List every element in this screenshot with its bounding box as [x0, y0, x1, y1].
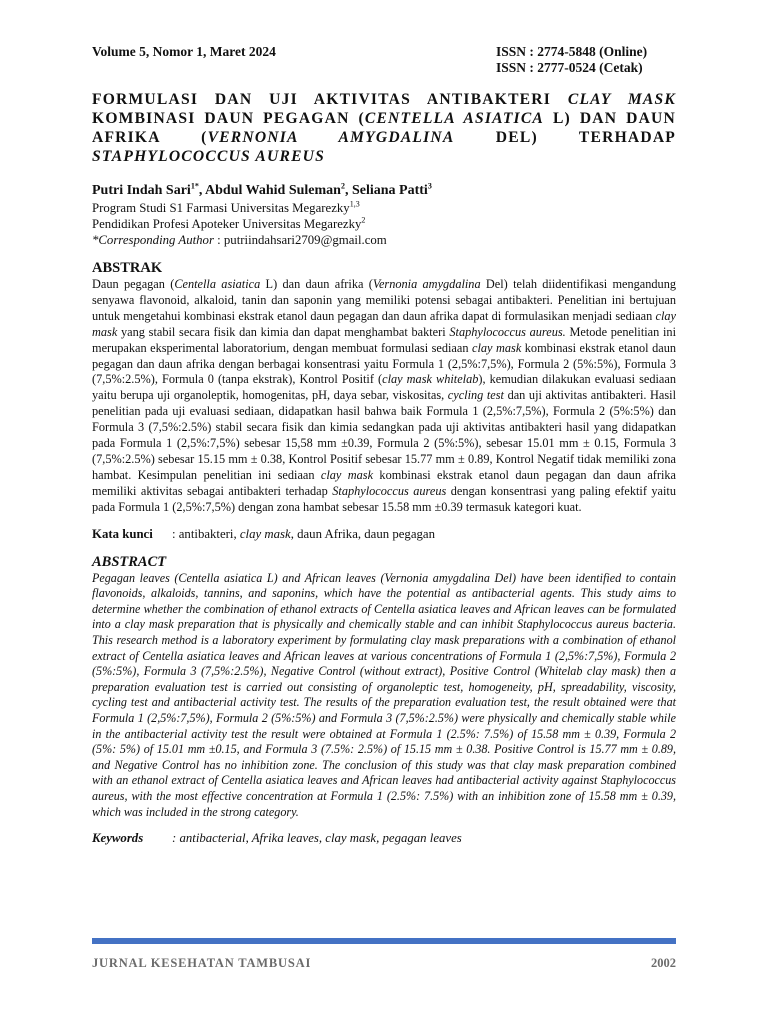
- footer-rule: [92, 938, 676, 944]
- title-part-italic: VERNONIA AMYGDALINA: [207, 129, 455, 146]
- affiliation-text: Pendidikan Profesi Apoteker Universitas Megarezky: [92, 217, 362, 231]
- affiliation-2: [92, 216, 676, 232]
- corresponding-label: *Corresponding Author: [92, 233, 214, 247]
- kata-kunci-text: : antibakteri,: [172, 526, 240, 541]
- author-name: Putri Indah Sari: [92, 183, 191, 198]
- abstrak-italic: Staphylococcus aureus.: [449, 324, 566, 339]
- paper-title: [92, 90, 676, 166]
- journal-name: JURNAL KESEHATAN TAMBUSAI: [92, 956, 312, 970]
- issn-block: [496, 44, 647, 76]
- keywords-label: Keywords: [92, 831, 144, 846]
- abstrak-text: ), kemudian dilakukan evaluasi sediaan yaitu berupa uji organoleptik, homogenitas, pH, daya sebar, viskositas,: [92, 372, 676, 403]
- abstrak-text: L) dan daun afrika (: [260, 277, 373, 291]
- abstrak-text: dan uji aktivitas antibakteri. Hasil penelitian pada uji evaluasi sediaan, didapatkan hasil bahwa baik Formula 1 (2,5%:7,5%), Formula 2 (5%:5%) dan Formula 3 (7,5%:2.5%) stabil secara fisik dan kimia sedangkan pada uji aktivitas antibakteri hasil yang didapatkan pada Formula 1 (2,5%:7,5%) sebesar 15,58 mm ±0.39, Formula 2 (5%:5%), sebesar 15.01 mm ± 0.15, Formula 3 (7,5%:2.5%) sebesar 15.15 mm ± 0.38, Kontrol Positif sebesar 15.77 mm ± 0.89, Kontrol Negatif tidak memiliki zona hambat. Kesimpulan penelitian ini sediaan: [92, 388, 676, 482]
- affiliation-1: [92, 200, 676, 216]
- running-header: [92, 44, 676, 80]
- abstrak-text: kombinasi ekstrak etanol daun pegagan dan daun afrika dengan berbagai konsentrasi yaitu Formula 1 (2,5%:7,5%), Formula 2 (5%:5%), Formula 3 (7,5%:2.5%), Formula 0 (tanpa ekstrak), Kontrol Positif (: [92, 340, 677, 387]
- title-part-italic: CLAY MASK: [567, 91, 677, 108]
- keywords-text: : antibacterial, Afrika leaves, clay mask, pegagan leaves: [172, 831, 462, 846]
- page-number: 2002: [651, 956, 676, 970]
- abstrak-text: Del) telah diidentifikasi mengandung senyawa flavonoid, alkaloid, tanin dan saponin yang memiliki potensi sebagai antibakteri. Penelitian ini bertujuan untuk mengetahui kombinasi ekstrak etanol daun pegagan dan daun afrika dapat di formulasikan menjadi sediaan: [92, 277, 676, 323]
- title-part: L) DAN DAUN AFRIKA (: [92, 110, 676, 146]
- paper-page: [92, 44, 676, 846]
- author-list: [92, 182, 676, 200]
- abstrak-heading: ABSTRAK: [92, 260, 163, 276]
- abstrak-text: kombinasi ekstrak etanol daun pegagan dan daun afrika memiliki aktivitas sebagai antibakteri terhadap: [92, 467, 677, 498]
- volume-info: Volume 5, Nomor 1, Maret 2024: [92, 44, 276, 59]
- abstract-heading: ABSTRACT: [92, 553, 167, 570]
- author-sup: 2: [340, 181, 345, 191]
- affiliation-sup: 1,3: [349, 199, 360, 209]
- title-part: FORMULASI DAN UJI AKTIVITAS ANTIBAKTERI: [92, 91, 568, 108]
- affiliation-sup: 2: [361, 215, 366, 225]
- corresponding-author: [92, 232, 676, 248]
- abstrak-italic: clay mask: [320, 467, 374, 482]
- title-part: KOMBINASI DAUN PEGAGAN (: [92, 110, 365, 127]
- kata-kunci-label: Kata kunci: [92, 526, 153, 541]
- keywords: [92, 830, 676, 846]
- abstrak-text: yang stabil secara fisik dan kimia dan dapat menghambat bakteri: [117, 324, 450, 339]
- title-part: DEL) TERHADAP: [454, 129, 677, 146]
- title-part-italic: STAPHYLOCOCCUS AUREUS: [92, 148, 326, 165]
- author-name: , Abdul Wahid Suleman: [198, 183, 341, 198]
- affiliation-text: Program Studi S1 Farmasi Universitas Megarezky: [92, 201, 350, 215]
- abstract-body: Pegagan leaves (Centella asiatica L) and African leaves (Vernonia amygdalina Del) have been identified to contain flavonoids, alkaloids, tannins, and saponins, which have the potential as antibacterial agents. This study aims to determine whether the combination of ethanol extracts of Centella asiatica leaves and African leaves can be formulated into a clay mask preparation that is physically and chemically stable and can inhibit Staphylococcus aureus bacteria. This research method is a laboratory experiment by formulating clay mask preparations with a combination of ethanol extract of Centella asiatica leaves and African leaves at various concentrations of Formula 1 (2,5%:7,5%), Formula 2 (5%:5%), Formula 3 (7,5%:2.5%), Negative Control (without extract), Positive Control (Whitelab clay mask) then a preparation evaluation test is carried out consisting of organoleptic test, homogeneity, pH, spreadability, viscosity, cycling test and antibacterial activity test. The results of the preparation evaluation test, the result obtained were that Formula 1 (2,5%:7,5%), Formula 2 (5%:5%) and Formula 3 (7,5%:2.5%) were physically and chemically stable while in the antibacterial activity test the result were obtained at Formula 1 (2.5%: 7.5%) of 15.58 mm ± 0.39, Formula 2 (5%: 5%) of 15.01 mm ±0.15, and Formula 3 (7.5%: 2.5%) of 15.15 mm ± 0.38. Positive Control is 15.77 mm ± 0.89, and Negative Control has no inhibition zone. The conclusion of this study was that clay mask preparation combined with an ethanol extract of Centella asiatica leaves and African leaves had antibacterial activity against Staphylococcus aureus, with the most effective concentration at Formula 1 (2.5%: 7.5%) with an inhibition zone of 15.58 mm ± 0.39, which was included in the strong category.: [92, 570, 676, 819]
- abstrak-italic: clay mask: [92, 308, 676, 339]
- kata-kunci: [92, 526, 676, 542]
- author-name: , Seliana Patti: [344, 183, 428, 198]
- issn-print: ISSN : 2777-0524 (Cetak): [496, 60, 643, 75]
- title-part-italic: CENTELLA ASIATICA: [364, 110, 545, 127]
- abstrak-italic: clay mask whitelab: [382, 372, 479, 387]
- abstrak-italic: cycling test: [447, 388, 504, 403]
- author-sup: 3: [427, 181, 432, 191]
- running-footer: [92, 956, 676, 972]
- abstrak-italic: clay mask: [472, 340, 522, 355]
- abstrak-text: Metode penelitian ini merupakan eksperimental laboratorium, dengan membuat formulasi sediaan: [92, 324, 676, 355]
- kata-kunci-text: , daun Afrika, daun pegagan: [290, 526, 435, 541]
- abstrak-body: [92, 277, 676, 516]
- issn-online: ISSN : 2774-5848 (Online): [496, 44, 648, 59]
- abstrak-text: dengan konsentrasi yang paling efektif yaitu pada Formula 1 (2,5%:7,5%) dengan zona hambat sebesar 15.58 mm ±0.39 termasuk kategori kuat.: [92, 483, 676, 514]
- abstrak-italic: Centella asiatica: [174, 277, 261, 291]
- corresponding-email: : putriindahsari2709@gmail.com: [213, 233, 387, 247]
- author-sup: 1*: [190, 181, 199, 191]
- abstrak-text: Daun pegagan (: [92, 277, 175, 291]
- abstrak-italic: Staphylococcus aureus: [332, 483, 447, 498]
- abstrak-italic: Vernonia amygdalina: [372, 277, 481, 291]
- kata-kunci-italic: clay mask: [239, 526, 291, 541]
